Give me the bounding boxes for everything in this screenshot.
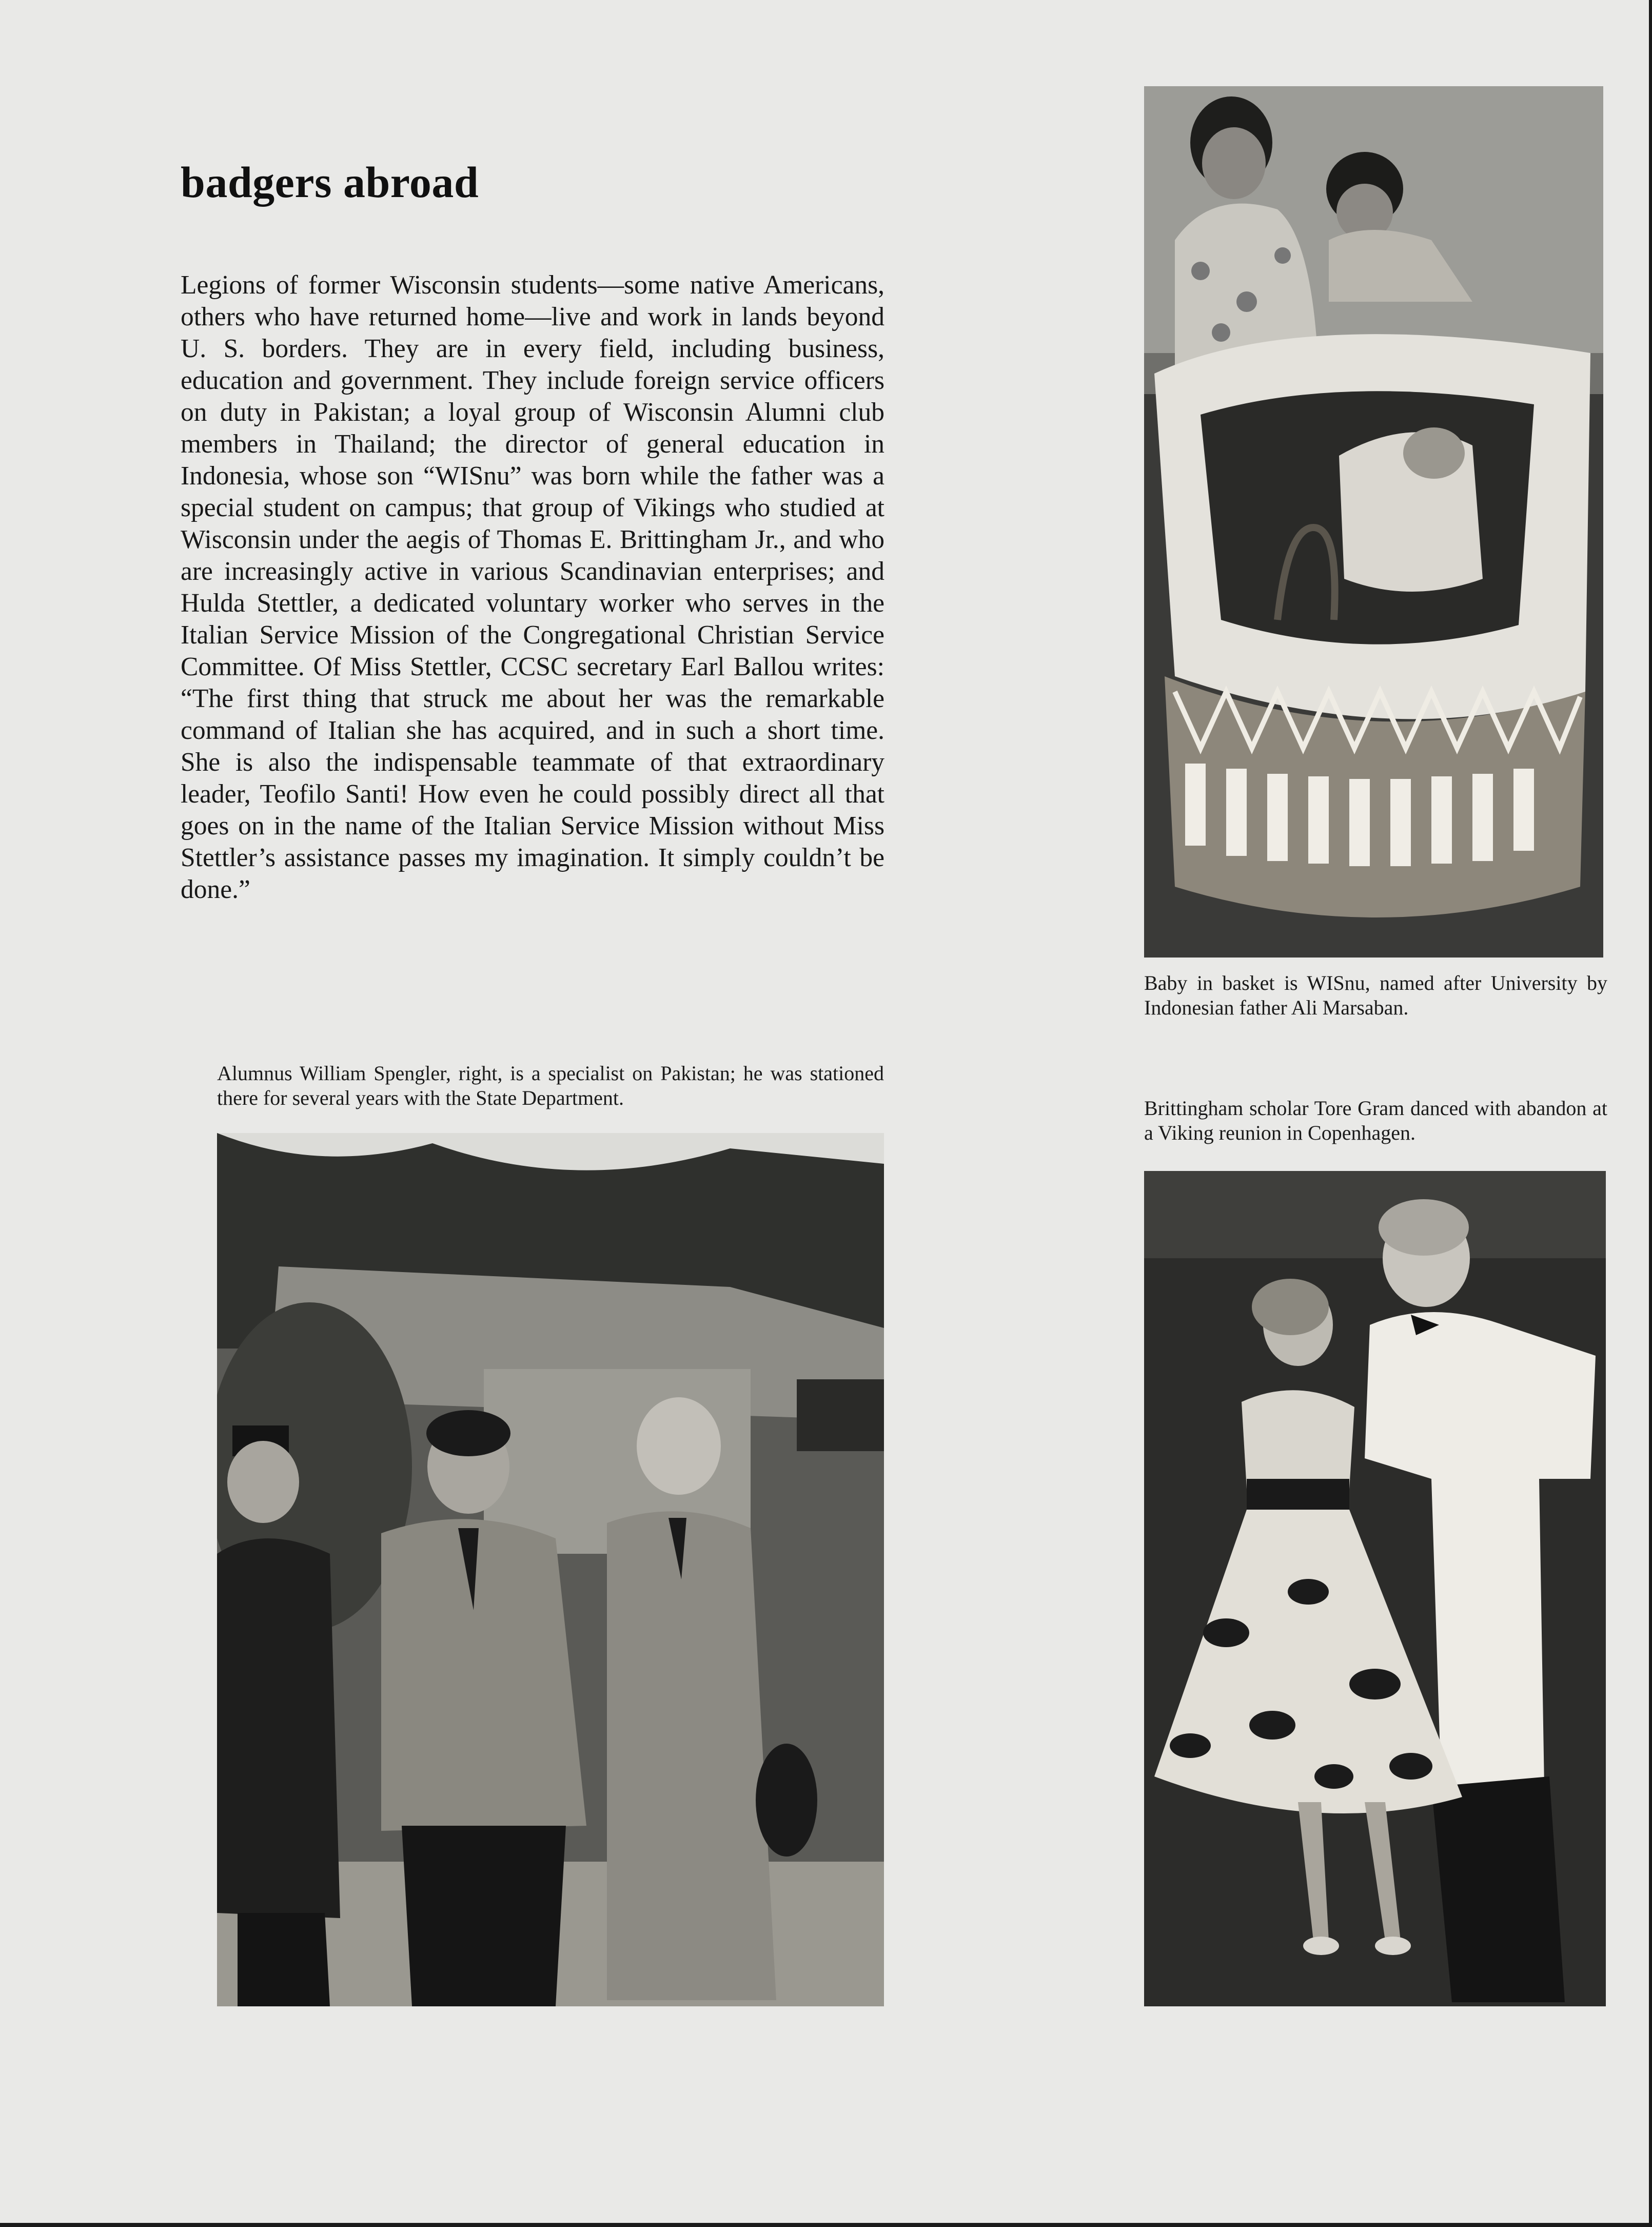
pakistan-photo [217, 1133, 884, 2006]
mother-baby-basket-icon [1144, 86, 1603, 958]
page-edge [1649, 0, 1652, 2227]
pakistan-photo-caption: Alumnus William Spengler, right, is a specialist on Pakistan; he was stationed there for several years with the State Department. [217, 1062, 884, 1109]
dance-photo-caption: Brittingham scholar Tore Gram danced with abandon at a Viking reunion in Copenhagen. [1144, 1097, 1607, 1144]
page-edge [0, 2223, 1652, 2227]
baby-basket-photo [1144, 86, 1603, 958]
article-headline: badgers abroad [181, 158, 479, 207]
couple-dancing-icon [1144, 1171, 1606, 2006]
article-body: Legions of former Wisconsin students—some native Americans, others who have returned home—live and work in lands beyond U. S. borders. They are in every field, including business, education and government. They include foreign service officers on duty in Pakistan; a loyal group of Wisconsin Alumni club members in Thailand; the director of general education in Indonesia, whose son “WISnu” was born while the father was a special student on campus; that group of Vikings who studied at Wisconsin under the aegis of Thomas E. Brittingham Jr., and who are increasingly active in various Scandinavian enterprises; and Hulda Stettler, a dedicated voluntary worker who serves in the Italian Service Mission of the Congregational Christian Service Committee. Of Miss Stettler, CCSC secretary Earl Ballou writes: “The first thing that struck me about her was the remarkable command of Italian she has acquired, and in such a short time. She is also the indispensable teammate of that extraordinary leader, Teofilo Santi! How even he could possibly direct all that goes on in the name of the Italian Service Mission without Miss Stettler’s assistance passes my imagination. It simply couldn’t be done.” [181, 270, 884, 904]
dance-photo [1144, 1171, 1606, 2006]
three-men-icon [217, 1133, 884, 2006]
baby-photo-caption: Baby in basket is WISnu, named after University by Indonesian father Ali Marsaban. [1144, 971, 1607, 1019]
